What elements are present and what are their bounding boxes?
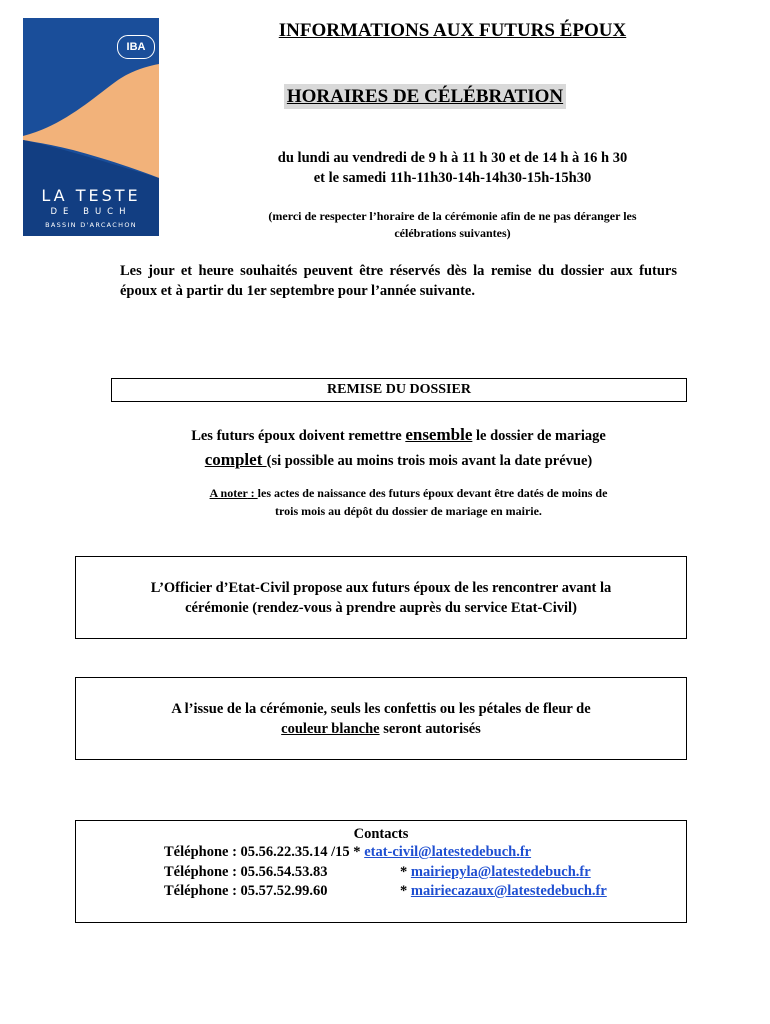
section-heading-horaires — [250, 86, 600, 108]
ceremonie-line1: A l’issue de la cérémonie, seuls les confettis ou les pétales de fleur de — [171, 701, 591, 717]
contact-email-row — [400, 863, 591, 882]
contact-phone: Téléphone : 05.56.54.53.83 — [164, 864, 328, 880]
contact-phone: Téléphone : 05.56.22.35.14 /15 * — [164, 844, 365, 860]
horaires-heading-text: HORAIRES DE CÉLÉBRATION — [284, 84, 566, 109]
remise-emphasis-ensemble: ensemble — [405, 425, 473, 444]
remise-text-1: Les futurs époux doivent remettre — [191, 428, 406, 444]
reservation-paragraph: Les jour et heure souhaités peuvent être réservés dès la remise du dossier aux futurs époux et à partir du 1er septembre pour l’année suivante. — [120, 263, 677, 299]
note-text-1: les actes de naissance des futurs époux devant être datés de moins de — [257, 486, 608, 500]
contact-star: * — [400, 864, 411, 880]
note-label: A noter — [209, 486, 248, 500]
logo-name: LA TESTE — [41, 186, 141, 205]
la-teste-logo — [23, 18, 159, 236]
email-link-pyla[interactable]: mairiepyla@latestedebuch.fr — [410, 864, 591, 880]
remise-text-2: le dossier de mariage — [472, 428, 606, 444]
iba-badge-icon: IBA — [117, 35, 155, 59]
remise-paragraph — [120, 423, 677, 473]
ceremonie-box — [75, 677, 687, 760]
officier-line2: cérémonie (rendez-vous à prendre auprès du service Etat-Civil) — [185, 600, 577, 616]
contact-phone: Téléphone : 05.57.52.99.60 — [164, 883, 328, 899]
contact-email-row — [400, 882, 607, 901]
contact-row — [164, 843, 531, 862]
remise-section-title: REMISE DU DOSSIER — [111, 378, 687, 402]
contact-row — [164, 863, 328, 882]
email-link-etat-civil[interactable]: etat-civil@latestedebuch.fr — [364, 844, 532, 860]
logo-subtitle: DE BUCH — [50, 207, 132, 217]
remise-text-3: (si possible au moins trois mois avant la date prévue) — [266, 453, 593, 469]
schedule-note-line1: (merci de respecter l’horaire de la cérémonie afin de ne pas déranger les — [268, 209, 637, 223]
schedule-note-line2: célébrations suivantes) — [394, 226, 511, 240]
contacts-title: Contacts — [353, 826, 409, 842]
contact-row — [164, 882, 328, 901]
note-colon: : — [247, 486, 258, 500]
officier-box — [75, 556, 687, 639]
page-title: INFORMATIONS AUX FUTURS ÉPOUX — [278, 20, 627, 41]
schedule-weekdays: du lundi au vendredi de 9 h à 11 h 30 et de 14 h à 16 h 30 — [277, 150, 628, 166]
schedule-saturday: et le samedi 11h-11h30-14h-14h30-15h-15h30 — [313, 170, 592, 186]
contacts-box — [75, 820, 687, 923]
remise-note — [140, 484, 677, 520]
contact-star: * — [400, 883, 411, 899]
remise-emphasis-complet: complet — [204, 450, 267, 469]
officier-line1: L’Officier d’Etat-Civil propose aux futurs époux de les rencontrer avant la — [150, 580, 612, 596]
ceremonie-line2-rest: seront autorisés — [379, 721, 481, 737]
logo-region: BASSIN D'ARCACHON — [45, 221, 137, 229]
ceremonie-emphasis: couleur blanche — [281, 721, 380, 737]
ceremonie-line2 — [76, 719, 686, 739]
note-text-2: trois mois au dépôt du dossier de mariage en mairie. — [275, 504, 542, 518]
email-link-cazaux[interactable]: mairiecazaux@latestedebuch.fr — [410, 883, 607, 899]
